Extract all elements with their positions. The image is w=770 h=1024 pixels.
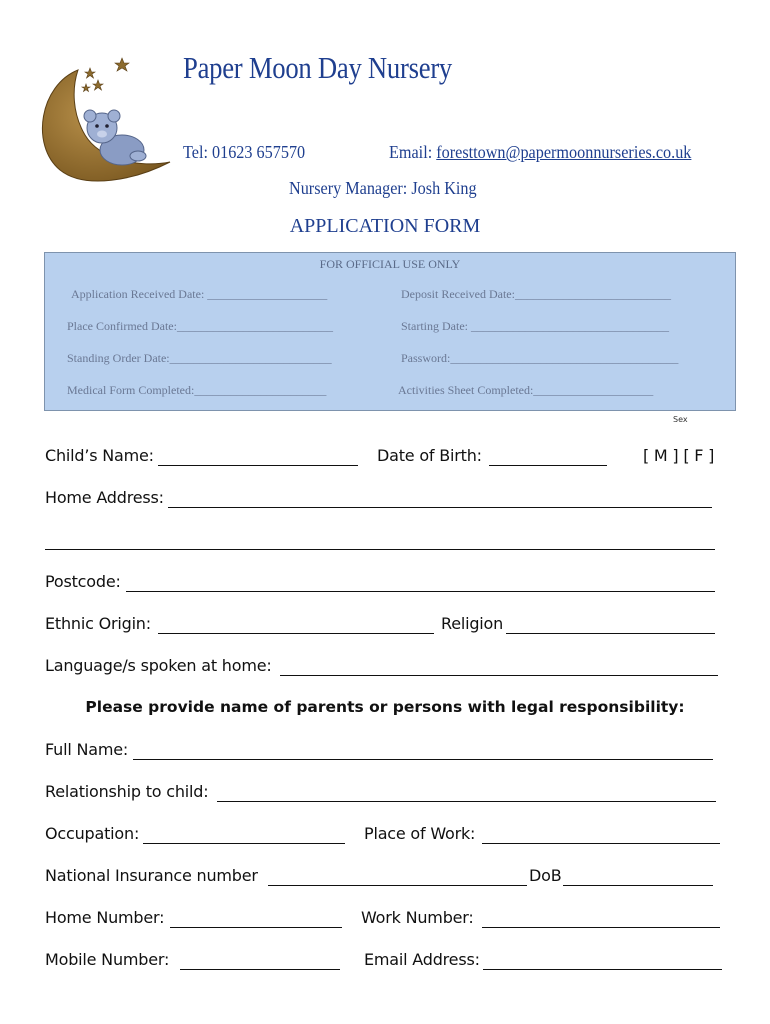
parents-section-heading: Please provide name of parents or persons with legal responsibility: [85, 698, 685, 716]
religion-label: Religion [441, 614, 504, 633]
sex-label: Sex [673, 415, 688, 424]
nursery-manager: Nursery Manager: Josh King [289, 178, 477, 198]
postcode-label: Postcode: [45, 572, 121, 591]
sex-options[interactable]: [ M ] [ F ] [643, 446, 715, 465]
occupation-label: Occupation: [45, 824, 140, 843]
place-confirmed-field[interactable]: Place Confirmed Date:__________________________ [67, 319, 333, 333]
place-of-work-label: Place of Work: [364, 824, 476, 843]
languages-input[interactable] [280, 675, 718, 676]
medical-form-field[interactable]: Medical Form Completed:______________________ [67, 383, 327, 397]
home-address-input-line-2[interactable] [45, 549, 715, 550]
starting-date-field[interactable]: Starting Date: _________________________________ [401, 319, 669, 333]
home-address-label: Home Address: [45, 488, 164, 507]
form-title: APPLICATION FORM [289, 215, 481, 237]
email-link[interactable]: foresttown@papermoonnurseries.co.uk [436, 142, 692, 162]
email-line [389, 142, 691, 163]
relationship-label: Relationship to child: [45, 782, 209, 801]
ni-number-input[interactable] [268, 885, 527, 886]
work-number-input[interactable] [482, 927, 720, 928]
ethnic-origin-input[interactable] [158, 633, 434, 634]
deposit-received-field[interactable]: Deposit Received Date:__________________________ [401, 287, 671, 301]
official-use-heading: FOR OFFICIAL USE ONLY [319, 257, 461, 271]
ni-number-label: National Insurance number [45, 866, 258, 885]
nursery-logo [30, 50, 180, 195]
email-address-label: Email Address: [364, 950, 480, 969]
email-label: Email: [389, 142, 433, 162]
child-name-input[interactable] [158, 465, 358, 466]
full-name-input[interactable] [133, 759, 713, 760]
date-of-birth-input[interactable] [489, 465, 607, 466]
occupation-input[interactable] [143, 843, 345, 844]
languages-label: Language/s spoken at home: [45, 656, 272, 675]
full-name-label: Full Name: [45, 740, 129, 759]
work-number-label: Work Number: [361, 908, 474, 927]
telephone: Tel: 01623 657570 [183, 142, 306, 162]
application-received-field[interactable]: Application Received Date: ____________________ [71, 287, 328, 301]
child-name-label: Child’s Name: [45, 446, 154, 465]
password-field[interactable]: Password:______________________________________ [401, 351, 679, 365]
mobile-number-input[interactable] [180, 969, 340, 970]
ethnic-origin-label: Ethnic Origin: [45, 614, 151, 633]
parent-dob-input[interactable] [563, 885, 713, 886]
nursery-title: Paper Moon Day Nursery [183, 50, 453, 85]
home-number-label: Home Number: [45, 908, 165, 927]
activities-sheet-field[interactable]: Activities Sheet Completed:____________________ [398, 383, 654, 397]
official-use-box [44, 252, 736, 411]
parent-dob-label: DoB [529, 866, 562, 885]
postcode-input[interactable] [126, 591, 715, 592]
relationship-input[interactable] [217, 801, 716, 802]
home-address-input[interactable] [168, 507, 712, 508]
email-address-input[interactable] [483, 969, 722, 970]
date-of-birth-label: Date of Birth: [377, 446, 482, 465]
standing-order-field[interactable]: Standing Order Date:___________________________ [67, 351, 332, 365]
place-of-work-input[interactable] [482, 843, 720, 844]
home-number-input[interactable] [170, 927, 342, 928]
religion-input[interactable] [506, 633, 715, 634]
stars-icon [82, 58, 129, 92]
mobile-number-label: Mobile Number: [45, 950, 170, 969]
